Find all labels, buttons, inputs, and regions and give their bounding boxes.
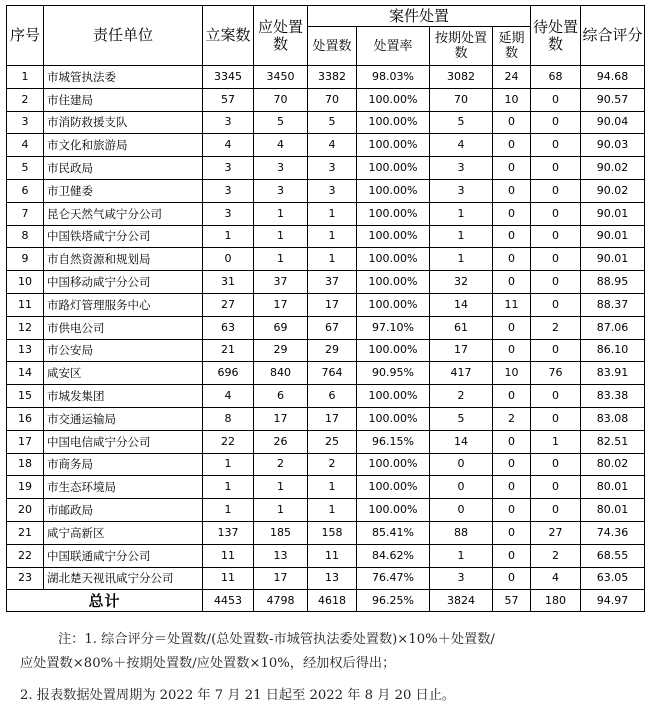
cell-handled: 6 (308, 385, 357, 408)
cell-handled: 5 (308, 111, 357, 134)
cell-handled: 2 (308, 453, 357, 476)
total-score: 94.97 (581, 590, 645, 612)
cell-delayed: 0 (493, 271, 531, 294)
cell-score: 90.04 (581, 111, 645, 134)
cell-score: 94.68 (581, 66, 645, 89)
cell-seq: 17 (7, 430, 44, 453)
cell-delayed: 0 (493, 499, 531, 522)
cell-handled: 158 (308, 521, 357, 544)
cell-rate: 100.00% (357, 157, 430, 180)
cell-seq: 22 (7, 544, 44, 567)
cell-score: 90.01 (581, 225, 645, 248)
total-label: 总计 (7, 590, 203, 612)
cell-should: 185 (254, 521, 308, 544)
cell-filed: 3 (203, 202, 254, 225)
cell-unit: 湖北楚天视讯咸宁分公司 (44, 567, 203, 590)
cell-handled: 25 (308, 430, 357, 453)
cell-unit: 市住建局 (44, 88, 203, 111)
cell-seq: 1 (7, 66, 44, 89)
cell-delayed: 2 (493, 407, 531, 430)
cell-ontime: 14 (430, 293, 493, 316)
cell-ontime: 1 (430, 202, 493, 225)
cell-unit: 中国电信咸宁分公司 (44, 430, 203, 453)
cell-should: 1 (254, 225, 308, 248)
cell-score: 83.91 (581, 362, 645, 385)
cell-should: 1 (254, 499, 308, 522)
cell-seq: 20 (7, 499, 44, 522)
cell-ontime: 1 (430, 225, 493, 248)
cell-score: 90.02 (581, 179, 645, 202)
cell-score: 88.95 (581, 271, 645, 294)
table-row (7, 385, 645, 408)
cell-delayed: 0 (493, 134, 531, 157)
cell-seq: 23 (7, 567, 44, 590)
cell-should: 29 (254, 339, 308, 362)
assessment-table (6, 5, 645, 612)
cell-pending: 0 (531, 111, 581, 134)
cell-seq: 5 (7, 157, 44, 180)
cell-ontime: 1 (430, 248, 493, 271)
cell-seq: 16 (7, 407, 44, 430)
table-row (7, 293, 645, 316)
cell-score: 68.55 (581, 544, 645, 567)
cell-ontime: 417 (430, 362, 493, 385)
table-row (7, 157, 645, 180)
cell-filed: 3 (203, 157, 254, 180)
cell-delayed: 11 (493, 293, 531, 316)
table-row (7, 339, 645, 362)
cell-ontime: 61 (430, 316, 493, 339)
table-row (7, 430, 645, 453)
cell-handled: 29 (308, 339, 357, 362)
cell-handled: 3382 (308, 66, 357, 89)
cell-delayed: 0 (493, 544, 531, 567)
cell-ontime: 5 (430, 407, 493, 430)
cell-unit: 咸安区 (44, 362, 203, 385)
cell-unit: 中国铁塔咸宁分公司 (44, 225, 203, 248)
cell-rate: 100.00% (357, 248, 430, 271)
cell-ontime: 3 (430, 567, 493, 590)
cell-filed: 137 (203, 521, 254, 544)
cell-delayed: 0 (493, 111, 531, 134)
table-row (7, 362, 645, 385)
cell-handled: 3 (308, 179, 357, 202)
cell-rate: 100.00% (357, 453, 430, 476)
total-should: 4798 (254, 590, 308, 612)
cell-seq: 10 (7, 271, 44, 294)
cell-handled: 764 (308, 362, 357, 385)
cell-handled: 70 (308, 88, 357, 111)
cell-should: 1 (254, 202, 308, 225)
cell-should: 1 (254, 248, 308, 271)
cell-unit: 市路灯管理服务中心 (44, 293, 203, 316)
table-row (7, 316, 645, 339)
cell-pending: 0 (531, 407, 581, 430)
cell-pending: 0 (531, 88, 581, 111)
table-row (7, 202, 645, 225)
cell-should: 1 (254, 476, 308, 499)
cell-should: 17 (254, 293, 308, 316)
cell-seq: 14 (7, 362, 44, 385)
cell-pending: 0 (531, 293, 581, 316)
cell-handled: 1 (308, 499, 357, 522)
table-row (7, 88, 645, 111)
cell-score: 90.57 (581, 88, 645, 111)
cell-should: 13 (254, 544, 308, 567)
cell-score: 74.36 (581, 521, 645, 544)
cell-ontime: 0 (430, 476, 493, 499)
cell-unit: 市供电公司 (44, 316, 203, 339)
cell-delayed: 10 (493, 362, 531, 385)
cell-pending: 0 (531, 134, 581, 157)
cell-rate: 98.03% (357, 66, 430, 89)
cell-unit: 市公安局 (44, 339, 203, 362)
cell-pending: 0 (531, 202, 581, 225)
cell-handled: 13 (308, 567, 357, 590)
cell-ontime: 17 (430, 339, 493, 362)
cell-ontime: 88 (430, 521, 493, 544)
cell-filed: 3 (203, 179, 254, 202)
cell-seq: 15 (7, 385, 44, 408)
cell-ontime: 5 (430, 111, 493, 134)
cell-filed: 0 (203, 248, 254, 271)
table-body (7, 66, 645, 612)
cell-ontime: 0 (430, 499, 493, 522)
cell-delayed: 0 (493, 179, 531, 202)
cell-pending: 0 (531, 339, 581, 362)
cell-unit: 市自然资源和规划局 (44, 248, 203, 271)
cell-seq: 6 (7, 179, 44, 202)
total-ontime: 3824 (430, 590, 493, 612)
cell-unit: 中国联通咸宁分公司 (44, 544, 203, 567)
cell-delayed: 0 (493, 430, 531, 453)
cell-rate: 100.00% (357, 271, 430, 294)
cell-should: 3 (254, 179, 308, 202)
cell-pending: 0 (531, 157, 581, 180)
note-line-3: 2. 报表数据处置周期为 2022 年 7 月 21 日起至 2022 年 8 月 20 日止。 (20, 688, 456, 703)
table-row (7, 225, 645, 248)
cell-unit: 市交通运输局 (44, 407, 203, 430)
cell-handled: 1 (308, 248, 357, 271)
cell-score: 90.02 (581, 157, 645, 180)
table-row (7, 271, 645, 294)
cell-ontime: 3082 (430, 66, 493, 89)
cell-handled: 3 (308, 157, 357, 180)
cell-filed: 57 (203, 88, 254, 111)
note-line-2: 应处置数×80%＋按期处置数/应处置数×10%，经加权后得出； (20, 656, 396, 671)
cell-filed: 1 (203, 499, 254, 522)
cell-should: 69 (254, 316, 308, 339)
cell-handled: 17 (308, 293, 357, 316)
total-row (7, 590, 645, 612)
cell-score: 87.06 (581, 316, 645, 339)
cell-score: 88.37 (581, 293, 645, 316)
cell-filed: 63 (203, 316, 254, 339)
cell-score: 80.01 (581, 476, 645, 499)
cell-rate: 100.00% (357, 339, 430, 362)
cell-pending: 2 (531, 316, 581, 339)
cell-should: 840 (254, 362, 308, 385)
cell-seq: 7 (7, 202, 44, 225)
table-row (7, 248, 645, 271)
cell-should: 6 (254, 385, 308, 408)
cell-should: 5 (254, 111, 308, 134)
header-handled: 处置数 (308, 27, 357, 66)
cell-should: 70 (254, 88, 308, 111)
cell-pending: 0 (531, 453, 581, 476)
cell-ontime: 3 (430, 179, 493, 202)
cell-pending: 0 (531, 385, 581, 408)
cell-rate: 100.00% (357, 293, 430, 316)
cell-unit: 市消防救援支队 (44, 111, 203, 134)
total-delayed: 57 (493, 590, 531, 612)
header-unit: 责任单位 (44, 6, 203, 66)
table-row (7, 111, 645, 134)
cell-delayed: 0 (493, 521, 531, 544)
header-ontime: 按期处置数 (430, 27, 493, 66)
cell-ontime: 2 (430, 385, 493, 408)
cell-seq: 3 (7, 111, 44, 134)
cell-unit: 市民政局 (44, 157, 203, 180)
cell-handled: 17 (308, 407, 357, 430)
cell-unit: 市文化和旅游局 (44, 134, 203, 157)
cell-filed: 1 (203, 476, 254, 499)
cell-filed: 22 (203, 430, 254, 453)
cell-filed: 1 (203, 453, 254, 476)
cell-rate: 100.00% (357, 476, 430, 499)
cell-filed: 4 (203, 385, 254, 408)
cell-unit: 市邮政局 (44, 499, 203, 522)
cell-rate: 100.00% (357, 225, 430, 248)
cell-pending: 0 (531, 248, 581, 271)
table-row (7, 544, 645, 567)
cell-delayed: 0 (493, 385, 531, 408)
cell-unit: 市城管执法委 (44, 66, 203, 89)
cell-unit: 中国移动咸宁分公司 (44, 271, 203, 294)
header-case-handling: 案件处置 (308, 6, 531, 27)
cell-filed: 1 (203, 225, 254, 248)
cell-pending: 4 (531, 567, 581, 590)
cell-pending: 1 (531, 430, 581, 453)
cell-pending: 0 (531, 476, 581, 499)
cell-ontime: 0 (430, 453, 493, 476)
cell-handled: 4 (308, 134, 357, 157)
cell-rate: 96.15% (357, 430, 430, 453)
cell-rate: 84.62% (357, 544, 430, 567)
cell-seq: 11 (7, 293, 44, 316)
cell-score: 90.01 (581, 248, 645, 271)
cell-delayed: 0 (493, 157, 531, 180)
cell-rate: 100.00% (357, 407, 430, 430)
cell-delayed: 0 (493, 248, 531, 271)
cell-handled: 1 (308, 476, 357, 499)
cell-filed: 11 (203, 544, 254, 567)
cell-seq: 8 (7, 225, 44, 248)
cell-score: 80.02 (581, 453, 645, 476)
cell-rate: 85.41% (357, 521, 430, 544)
cell-score: 86.10 (581, 339, 645, 362)
header-seq: 序号 (7, 6, 44, 66)
cell-unit: 市城发集团 (44, 385, 203, 408)
table-row (7, 66, 645, 89)
header-should: 应处置数 (254, 6, 308, 66)
cell-delayed: 24 (493, 66, 531, 89)
note-line-1: 注：1. 综合评分＝处置数/(总处置数-市城管执法委处置数)×10%＋处置数/ (58, 632, 495, 647)
cell-pending: 2 (531, 544, 581, 567)
cell-unit: 市生态环境局 (44, 476, 203, 499)
cell-score: 90.01 (581, 202, 645, 225)
cell-handled: 67 (308, 316, 357, 339)
cell-seq: 18 (7, 453, 44, 476)
header-pending: 待处置数 (531, 6, 581, 66)
cell-rate: 100.00% (357, 111, 430, 134)
cell-delayed: 0 (493, 453, 531, 476)
cell-seq: 4 (7, 134, 44, 157)
cell-score: 90.03 (581, 134, 645, 157)
cell-should: 4 (254, 134, 308, 157)
table-row (7, 499, 645, 522)
cell-delayed: 0 (493, 567, 531, 590)
cell-should: 3 (254, 157, 308, 180)
table-row (7, 453, 645, 476)
cell-handled: 37 (308, 271, 357, 294)
cell-pending: 27 (531, 521, 581, 544)
cell-ontime: 70 (430, 88, 493, 111)
cell-handled: 11 (308, 544, 357, 567)
cell-delayed: 0 (493, 476, 531, 499)
header-filed: 立案数 (203, 6, 254, 66)
cell-rate: 76.47% (357, 567, 430, 590)
cell-seq: 12 (7, 316, 44, 339)
cell-delayed: 0 (493, 339, 531, 362)
cell-handled: 1 (308, 225, 357, 248)
cell-rate: 100.00% (357, 202, 430, 225)
cell-should: 2 (254, 453, 308, 476)
header-rate: 处置率 (357, 27, 430, 66)
cell-pending: 0 (531, 179, 581, 202)
cell-rate: 100.00% (357, 88, 430, 111)
cell-pending: 76 (531, 362, 581, 385)
cell-should: 26 (254, 430, 308, 453)
cell-handled: 1 (308, 202, 357, 225)
cell-pending: 0 (531, 499, 581, 522)
total-handled: 4618 (308, 590, 357, 612)
cell-rate: 100.00% (357, 385, 430, 408)
cell-rate: 100.00% (357, 179, 430, 202)
cell-rate: 100.00% (357, 499, 430, 522)
cell-rate: 90.95% (357, 362, 430, 385)
cell-delayed: 0 (493, 202, 531, 225)
cell-filed: 27 (203, 293, 254, 316)
cell-seq: 21 (7, 521, 44, 544)
total-pending: 180 (531, 590, 581, 612)
cell-pending: 0 (531, 271, 581, 294)
cell-seq: 9 (7, 248, 44, 271)
cell-rate: 97.10% (357, 316, 430, 339)
cell-score: 63.05 (581, 567, 645, 590)
cell-unit: 昆仑天然气咸宁分公司 (44, 202, 203, 225)
cell-filed: 21 (203, 339, 254, 362)
cell-ontime: 14 (430, 430, 493, 453)
cell-ontime: 3 (430, 157, 493, 180)
table-row (7, 567, 645, 590)
cell-rate: 100.00% (357, 134, 430, 157)
cell-pending: 68 (531, 66, 581, 89)
header-delayed: 延期数 (493, 27, 531, 66)
cell-should: 17 (254, 567, 308, 590)
cell-score: 82.51 (581, 430, 645, 453)
cell-filed: 3345 (203, 66, 254, 89)
cell-ontime: 4 (430, 134, 493, 157)
cell-delayed: 0 (493, 316, 531, 339)
cell-unit: 咸宁高新区 (44, 521, 203, 544)
cell-filed: 31 (203, 271, 254, 294)
cell-score: 83.38 (581, 385, 645, 408)
cell-filed: 3 (203, 111, 254, 134)
table-row (7, 476, 645, 499)
cell-score: 83.08 (581, 407, 645, 430)
cell-score: 80.01 (581, 499, 645, 522)
total-rate: 96.25% (357, 590, 430, 612)
table-row (7, 134, 645, 157)
cell-ontime: 32 (430, 271, 493, 294)
cell-unit: 市卫健委 (44, 179, 203, 202)
cell-seq: 2 (7, 88, 44, 111)
cell-unit: 市商务局 (44, 453, 203, 476)
cell-seq: 19 (7, 476, 44, 499)
table-row (7, 179, 645, 202)
cell-filed: 696 (203, 362, 254, 385)
table-row (7, 521, 645, 544)
cell-delayed: 0 (493, 225, 531, 248)
cell-ontime: 1 (430, 544, 493, 567)
cell-seq: 13 (7, 339, 44, 362)
cell-filed: 11 (203, 567, 254, 590)
table-row (7, 407, 645, 430)
cell-should: 37 (254, 271, 308, 294)
cell-filed: 8 (203, 407, 254, 430)
cell-should: 17 (254, 407, 308, 430)
cell-delayed: 10 (493, 88, 531, 111)
cell-pending: 0 (531, 225, 581, 248)
cell-should: 3450 (254, 66, 308, 89)
cell-filed: 4 (203, 134, 254, 157)
total-filed: 4453 (203, 590, 254, 612)
header-score: 综合评分 (581, 6, 645, 66)
